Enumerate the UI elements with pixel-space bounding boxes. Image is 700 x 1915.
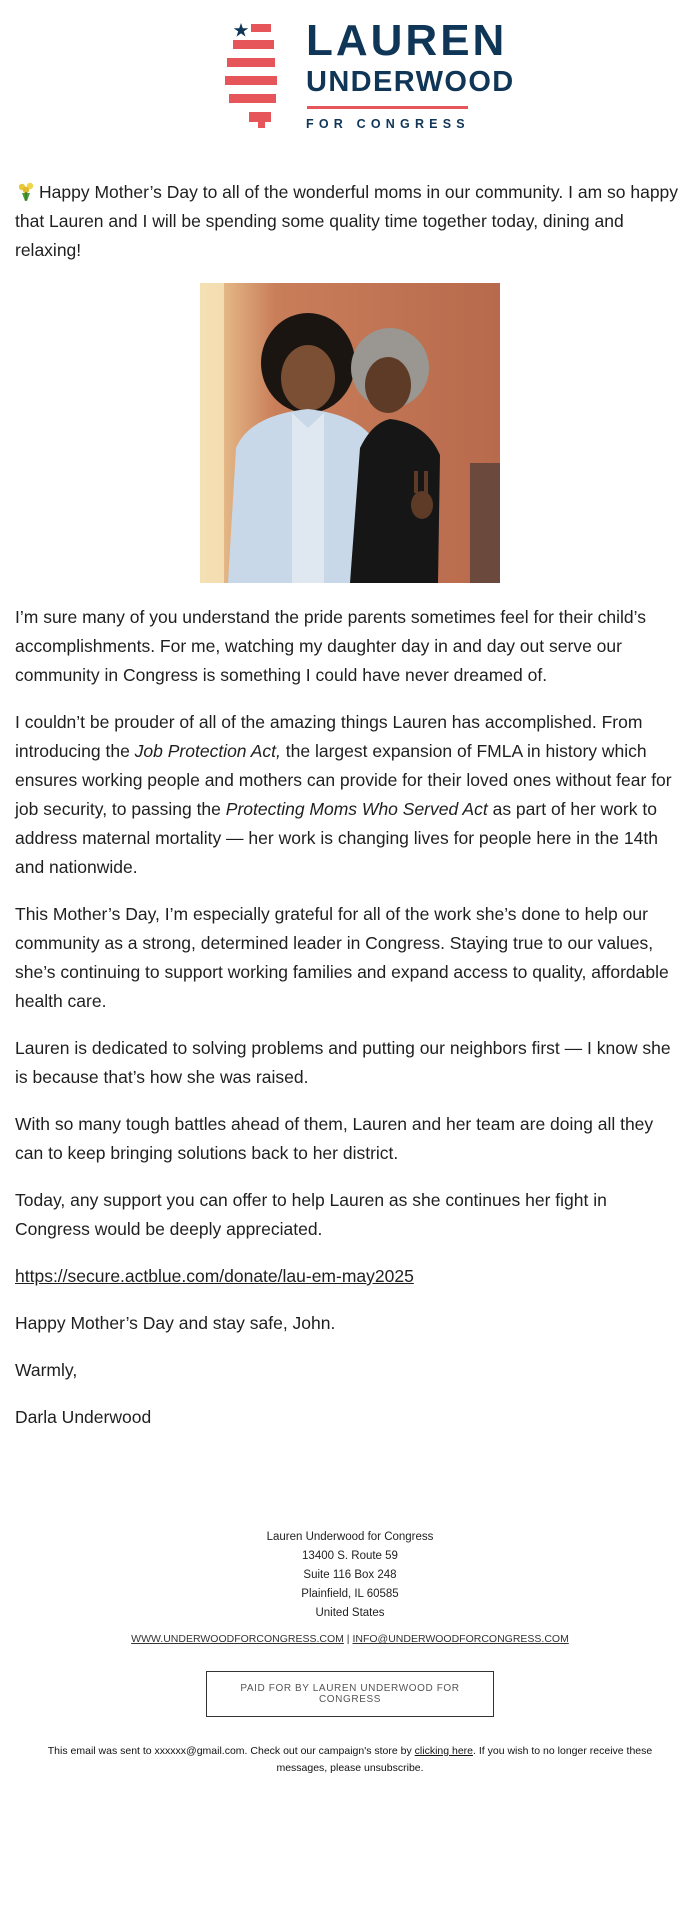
gratitude-paragraph: This Mother’s Day, I’m especially grateful for all of the work she’s done to help our community as a strong, determined leader in Congress. Staying true to our values, she’s continuing to support working families and expand access to quality, affordable health care. — [15, 904, 669, 1011]
donate-paragraph — [15, 1262, 685, 1291]
link-separator: | — [346, 1633, 350, 1645]
dedication-paragraph: Lauren is dedicated to solving problems and putting our neighbors first — I know she is because that’s how she was raised. — [15, 1038, 671, 1087]
website-link[interactable]: WWW.UNDERWOODFORCONGRESS.COM — [131, 1633, 344, 1645]
email-footer — [0, 1528, 700, 1777]
donate-link[interactable]: https://secure.actblue.com/donate/lau-em-may2025 — [15, 1266, 414, 1286]
job-protection-act-title: Job Protection Act, — [134, 741, 281, 761]
email-body — [15, 178, 685, 1450]
accomplishments-paragraph — [15, 708, 685, 882]
pride-paragraph: I’m sure many of you understand the pride parents sometimes feel for their child’s accomplishments. For me, watching my daughter day in and day out serve our community in Congress is something I could have never dreamed of. — [15, 607, 646, 685]
closing-text: Warmly, — [15, 1360, 78, 1380]
illinois-flag-icon — [225, 18, 291, 136]
protecting-moms-act-title: Protecting Moms Who Served Act — [225, 799, 488, 819]
mailing-address — [0, 1528, 700, 1623]
logo-tagline: FOR CONGRESS — [306, 117, 470, 131]
support-paragraph: Today, any support you can offer to help Lauren as she continues her fight in Congress would be deeply appreciated. — [15, 1190, 607, 1239]
notice-text-b: . If you wish to no longer receive these messages, please unsubscribe. — [276, 1745, 653, 1774]
notice-text-a: This email was sent to xxxxxx@gmail.com. Check out our campaign's store by — [47, 1745, 415, 1757]
battles-paragraph: With so many tough battles ahead of them, Lauren and her team are doing all they can to keep bringing solutions back to her district. — [15, 1114, 654, 1163]
footer-links — [0, 1633, 700, 1645]
accomplishments-text-b: the largest expansion of FMLA in history which ensures working people and mothers can provide for their loved ones without fear for job security, to passing the — [15, 741, 672, 819]
email-link[interactable]: INFO@UNDERWOODFORCONGRESS.COM — [352, 1633, 569, 1645]
logo-divider — [307, 106, 468, 109]
campaign-logo — [225, 16, 515, 136]
mother-daughter-photo — [200, 283, 500, 583]
address-line-1: 13400 S. Route 59 — [302, 1550, 398, 1562]
address-line-2: Suite 116 Box 248 — [303, 1569, 397, 1581]
intro-paragraph — [15, 178, 685, 265]
accomplishments-text-c: as part of her work to address maternal mortality — her work is changing lives for people here in the 14th and nationwide. — [15, 799, 658, 877]
org-name: Lauren Underwood for Congress — [266, 1531, 434, 1543]
paid-for-disclaimer: PAID FOR BY LAUREN UNDERWOOD FOR CONGRESS — [206, 1671, 494, 1717]
store-link[interactable]: clicking here — [414, 1745, 474, 1757]
logo-name-last: UNDERWOOD — [306, 66, 515, 98]
address-country: United States — [315, 1607, 385, 1619]
accomplishments-text-a: I couldn’t be prouder of all of the amazing things Lauren has accomplished. From introducing the — [15, 712, 643, 761]
logo-name-first: LAUREN — [306, 16, 508, 65]
flower-bouquet-icon — [15, 180, 37, 202]
intro-text: Happy Mother’s Day to all of the wonderful moms in our community. I am so happy that Lauren and I will be spending some quality time together today, dining and relaxing! — [15, 182, 679, 260]
address-line-3: Plainfield, IL 60585 — [301, 1588, 399, 1600]
greeting-paragraph: Happy Mother’s Day and stay safe, John. — [15, 1313, 336, 1333]
unsubscribe-notice — [30, 1743, 670, 1777]
signature: Darla Underwood — [15, 1407, 152, 1427]
